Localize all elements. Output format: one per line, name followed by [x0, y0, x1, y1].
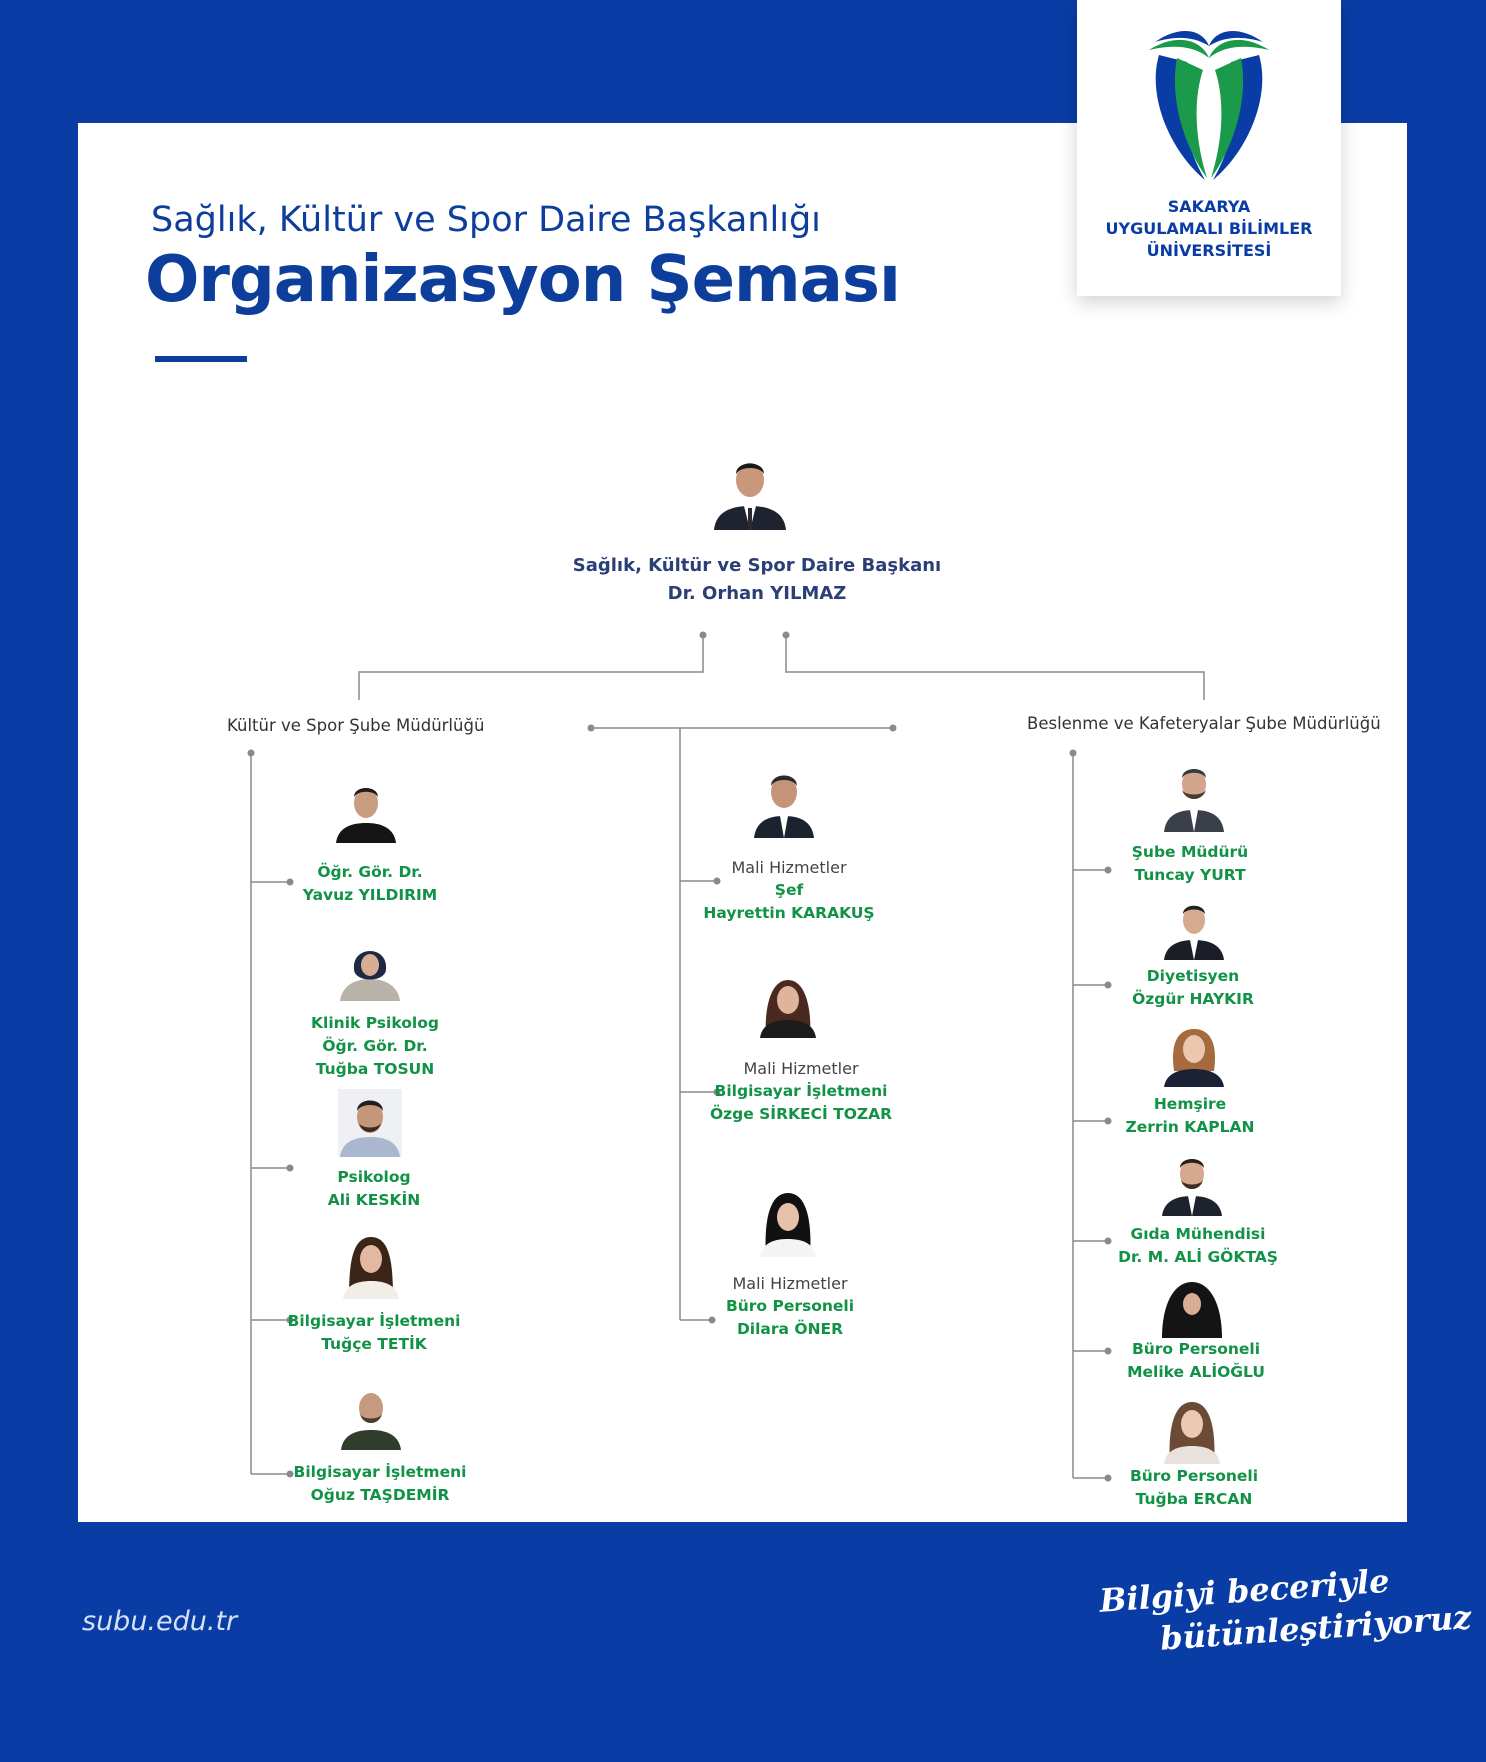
footer-url-link[interactable]: subu.edu.tr — [82, 1606, 238, 1637]
staff-label: Mali Hizmetler Büro Personeli Dilara ÖNER — [725, 1274, 855, 1338]
page-subtitle: Sağlık, Kültür ve Spor Daire Başkanlığı — [151, 200, 821, 240]
unit-nutrition-cafeteria: Beslenme ve Kafeteryalar Şube Müdürlüğü — [1027, 714, 1381, 733]
staff-label: Şube Müdürü Tuncay YURT — [1131, 843, 1249, 884]
logo-line-3: ÜNİVERSİTESİ — [1146, 241, 1272, 260]
staff-photo — [1160, 1148, 1224, 1228]
staff-photo — [1162, 1023, 1226, 1103]
staff-label: Diyetisyen Özgür HAYKIR — [1132, 967, 1254, 1008]
staff-photo — [334, 777, 398, 857]
staff-photo — [1160, 1394, 1224, 1474]
page-title: Organizasyon Şeması — [145, 243, 900, 317]
staff-photo — [1162, 896, 1226, 976]
logo-line-2: UYGULAMALI BİLİMLER — [1105, 219, 1313, 238]
staff-label: Mali Hizmetler Bilgisayar İşletmeni Özge SİRKECİ TOZAR — [709, 1059, 893, 1123]
staff-label: Bilgisayar İşletmeni Oğuz TAŞDEMİR — [293, 1463, 467, 1504]
staff-label: Öğr. Gör. Dr. Yavuz YILDIRIM — [302, 863, 438, 904]
staff-photo — [338, 935, 402, 1015]
staff-label: Psikolog Ali KESKİN — [327, 1168, 421, 1209]
staff-photo — [752, 762, 816, 842]
head-role: Sağlık, Kültür ve Spor Daire Başkanı — [572, 555, 942, 576]
staff-photo — [756, 970, 820, 1050]
staff-photo — [339, 1227, 403, 1307]
staff-label: Büro Personeli Tuğba ERCAN — [1129, 1467, 1259, 1508]
staff-label: Hemşire Zerrin KAPLAN — [1125, 1095, 1255, 1136]
unit-culture-sports: Kültür ve Spor Şube Müdürlüğü — [227, 716, 485, 735]
staff-photo — [339, 1384, 403, 1464]
head-name: Dr. Orhan YILMAZ — [667, 583, 847, 604]
head-label — [557, 552, 957, 608]
staff-label: Büro Personeli Melike ALİOĞLU — [1127, 1340, 1265, 1381]
staff-label: Bilgisayar İşletmeni Tuğçe TETİK — [287, 1312, 461, 1353]
logo-line-1: SAKARYA — [1167, 197, 1251, 216]
staff-label: Gıda Mühendisi Dr. M. ALİ GÖKTAŞ — [1118, 1225, 1278, 1266]
staff-photo — [338, 1089, 402, 1169]
slogan: Bilgiyi beceriyle bütünleştiriyoruz — [1098, 1561, 1473, 1658]
staff-photo — [756, 1185, 820, 1265]
staff-photo — [1162, 756, 1226, 836]
head-photo — [710, 450, 774, 530]
staff-label: Klinik Psikolog Öğr. Gör. Dr. Tuğba TOSUN — [311, 1014, 439, 1078]
staff-label: Mali Hizmetler Şef Hayrettin KARAKUŞ — [703, 858, 875, 922]
